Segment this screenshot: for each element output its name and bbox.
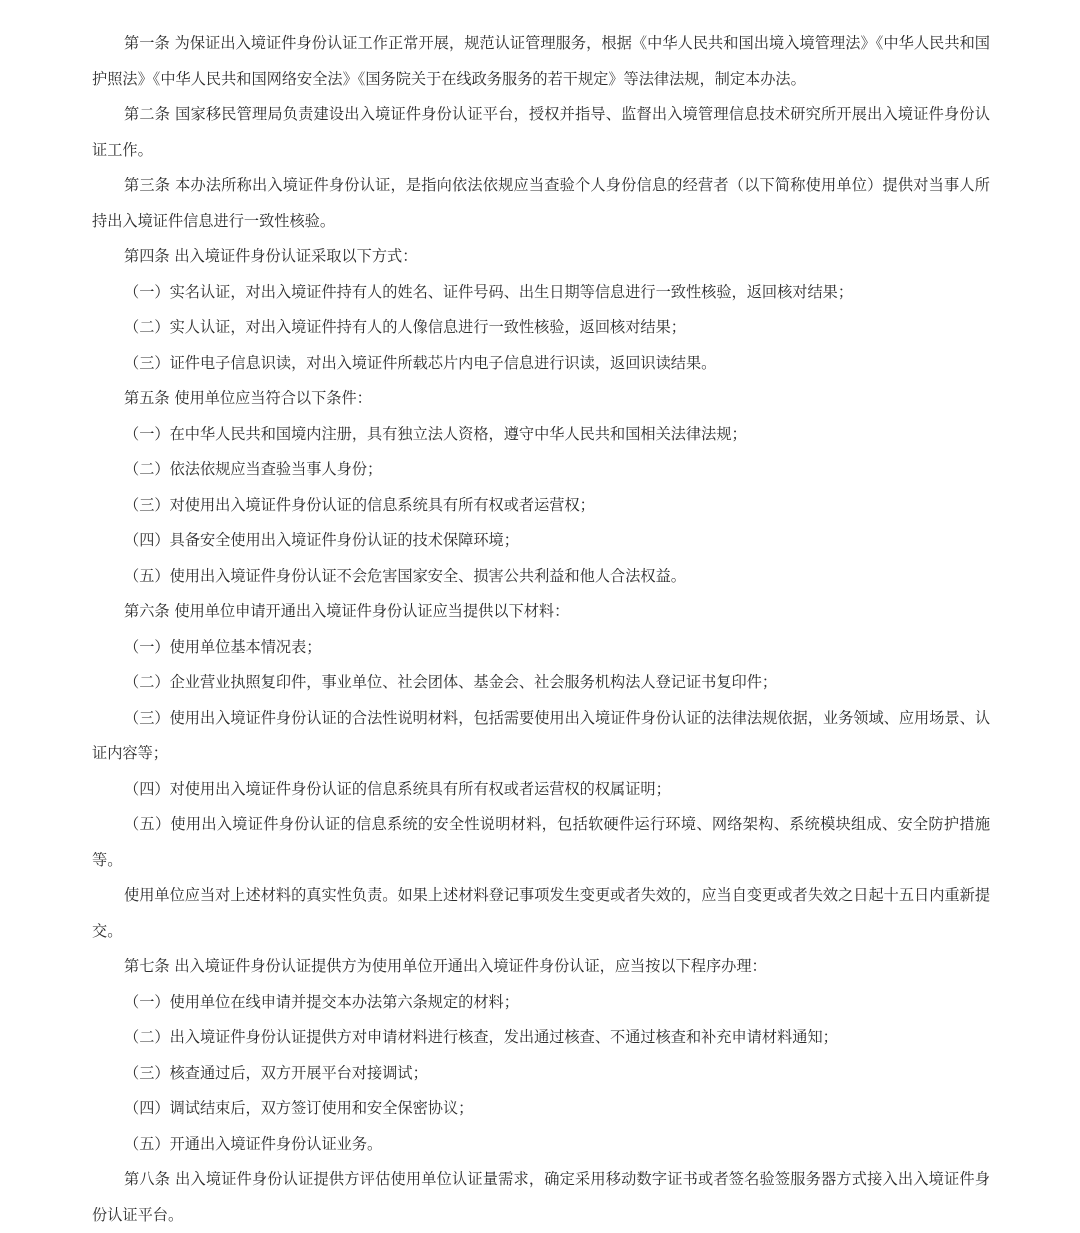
regulation-document bbox=[92, 26, 990, 1233]
article-5-item-1: （一）在中华人民共和国境内注册，具有独立法人资格，遵守中华人民共和国相关法律法规； bbox=[124, 424, 747, 443]
article-5-item-4: （四）具备安全使用出入境证件身份认证的技术保障环境； bbox=[124, 531, 519, 549]
article-7-item-3: （三）核查通过后，双方开展平台对接调试； bbox=[124, 1063, 428, 1082]
article-5-item-5: （五）使用出入境证件身份认证不会危害国家安全、损害公共利益和他人合法权益。 bbox=[124, 566, 686, 585]
article-3: 第三条 本办法所称出入境证件身份认证，是指向依法依规应当查验个人身份信息的经营者（以下简称使用单位）提供对当事人所持出入境证件信息进行一致性核验。 bbox=[92, 176, 990, 230]
article-6-item-5: （五）使用出入境证件身份认证的信息系统的安全性说明材料，包括软硬件运行环境、网络架构、系统模块组成、安全防护措施等。 bbox=[92, 815, 990, 869]
article-7-item-1: （一）使用单位在线申请并提交本办法第六条规定的材料； bbox=[124, 992, 519, 1011]
article-2: 第二条 国家移民管理局负责建设出入境证件身份认证平台，授权并指导、监督出入境管理信息技术研究所开展出入境证件身份认证工作。 bbox=[92, 105, 990, 159]
article-7-item-2: （二）出入境证件身份认证提供方对申请材料进行核查，发出通过核查、不通过核查和补充申请材料通知； bbox=[124, 1028, 838, 1046]
article-4-item-2: （二）实人认证，对出入境证件持有人的人像信息进行一致性核验，返回核对结果； bbox=[124, 318, 686, 336]
article-6-item-4: （四）对使用出入境证件身份认证的信息系统具有所有权或者运营权的权属证明； bbox=[124, 779, 671, 798]
article-1: 第一条 为保证出入境证件身份认证工作正常开展，规范认证管理服务，根据《中华人民共和国出境入境管理法》《中华人民共和国护照法》《中华人民共和国网络安全法》《国务院关于在线政务服务的若干规定》等法律法规，制定本办法。 bbox=[92, 34, 990, 88]
article-6-note: 使用单位应当对上述材料的真实性负责。如果上述材料登记事项发生变更或者失效的，应当自变更或者失效之日起十五日内重新提交。 bbox=[92, 886, 990, 940]
article-6-item-1: （一）使用单位基本情况表； bbox=[124, 637, 322, 656]
article-6-item-2: （二）企业营业执照复印件，事业单位、社会团体、基金会、社会服务机构法人登记证书复印件； bbox=[124, 673, 778, 691]
article-4-item-3: （三）证件电子信息识读，对出入境证件所载芯片内电子信息进行识读，返回识读结果。 bbox=[124, 353, 717, 372]
article-7: 第七条 出入境证件身份认证提供方为使用单位开通出入境证件身份认证，应当按以下程序办理： bbox=[124, 957, 767, 975]
article-7-item-4: （四）调试结束后，双方签订使用和安全保密协议； bbox=[124, 1099, 474, 1117]
article-5-item-3: （三）对使用出入境证件身份认证的信息系统具有所有权或者运营权； bbox=[124, 495, 595, 514]
article-6: 第六条 使用单位申请开通出入境证件身份认证应当提供以下材料： bbox=[124, 602, 570, 620]
article-4-item-1: （一）实名认证，对出入境证件持有人的姓名、证件号码、出生日期等信息进行一致性核验，返回核对结果； bbox=[124, 282, 853, 301]
article-7-item-5: （五）开通出入境证件身份认证业务。 bbox=[124, 1134, 383, 1153]
article-8: 第八条 出入境证件身份认证提供方评估使用单位认证量需求，确定采用移动数字证书或者签名验签服务器方式接入出入境证件身份认证平台。 bbox=[92, 1170, 990, 1224]
article-5-item-2: （二）依法依规应当查验当事人身份； bbox=[124, 460, 383, 478]
article-4: 第四条 出入境证件身份认证采取以下方式： bbox=[124, 247, 418, 265]
article-6-item-3: （三）使用出入境证件身份认证的合法性说明材料，包括需要使用出入境证件身份认证的法律法规依据，业务领域、应用场景、认证内容等； bbox=[92, 708, 990, 762]
article-5: 第五条 使用单位应当符合以下条件： bbox=[124, 389, 372, 407]
